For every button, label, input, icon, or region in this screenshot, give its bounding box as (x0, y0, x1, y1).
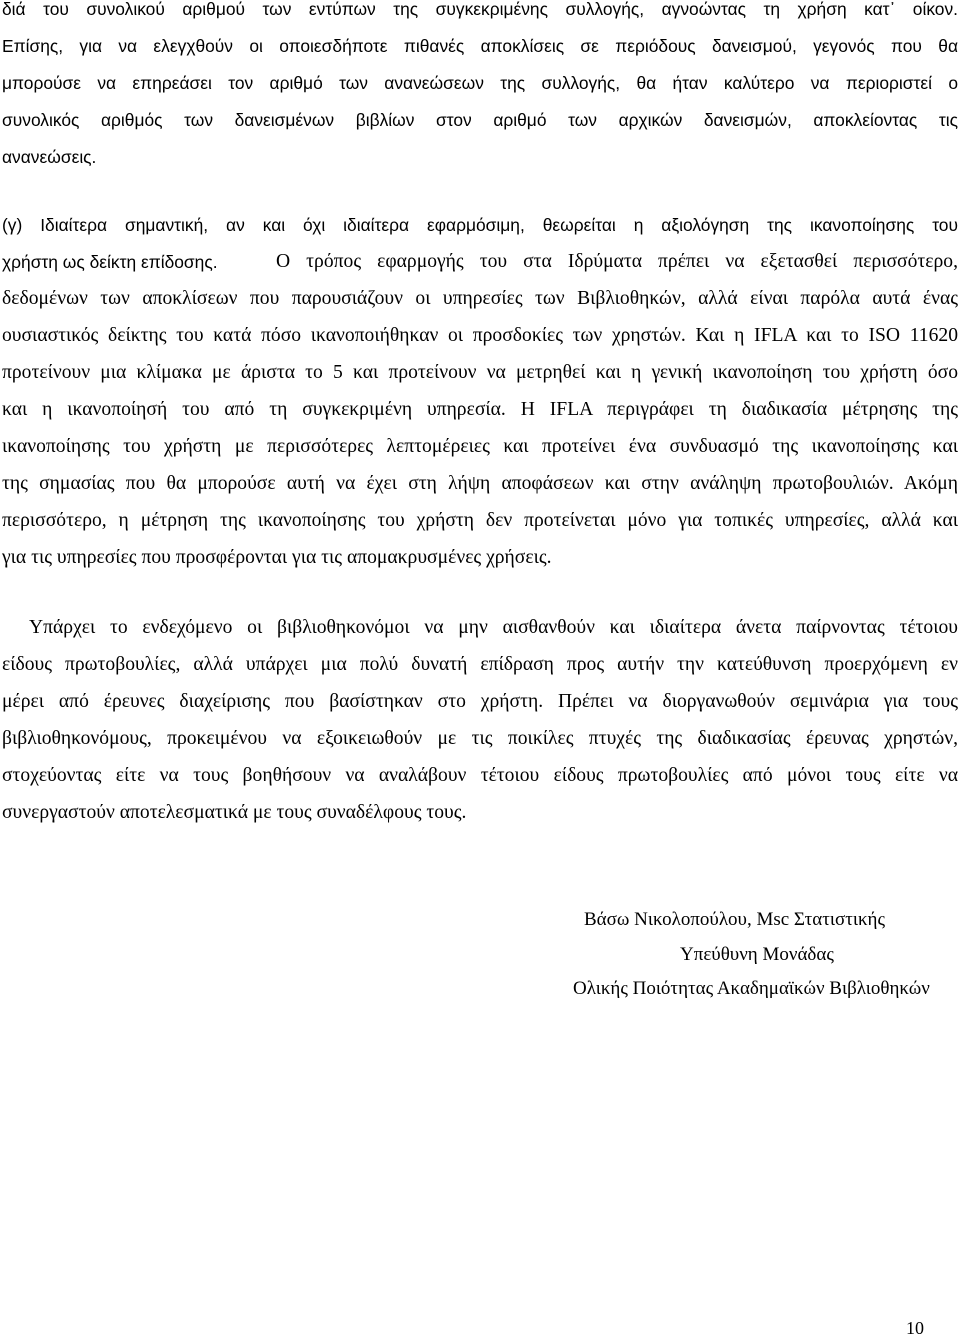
signature-unit: Ολικής Ποιότητας Ακαδημαϊκών Βιβλιοθηκών (573, 978, 930, 999)
signature-name: Βάσω Νικολοπούλου, Msc Στατιστικής (584, 909, 885, 930)
paragraph-2-line-2 (2, 250, 958, 274)
paragraph-3-line-2: είδους πρωτοβουλίες, αλλά υπάρχει μια πολύ δυνατή επίδραση προς αυτήν την κατεύθυνση προερχόμενη εν (2, 654, 958, 675)
paragraph-2-line-3: δεδομένων των αποκλίσεων που παρουσιάζουν οι υπηρεσίες των Βιβλιοθηκών, αλλά είναι παρόλα αυτά ένας (2, 288, 958, 309)
paragraph-2-line-8: της σημασίας που θα μπορούσε αυτή να έχει στη λήψη αποφάσεων και στην ανάληψη πρωτοβουλιών. Ακόμη (2, 473, 958, 494)
paragraph-2-serif-fragment: Ο τρόπος εφαρμογής του στα Ιδρύματα πρέπει να εξετασθεί περισσότερο, (276, 251, 958, 272)
paragraph-2-line-4: ουσιαστικός δείκτης του κατά πόσο ικανοποιήθηκαν οι προσδοκίες των χρηστών. Και η IFLA και το ISO 11620 (2, 325, 958, 346)
paragraph-3-line-1: Υπάρχει το ενδεχόμενο οι βιβλιοθηκονόμοι να μην αισθανθούν και ιδιαίτερα άνετα παίρνοντας τέτοιου (29, 617, 958, 638)
paragraph-1-line-5: ανανεώσεις. (2, 147, 97, 167)
paragraph-1-line-4: συνολικός αριθμός των δανεισμένων βιβλίων στον αριθμό των αρχικών δανεισμών, αποκλείοντας τις (2, 110, 958, 130)
paragraph-2-line-10: για τις υπηρεσίες που προσφέρονται για τις απομακρυσμένες χρήσεις. (2, 547, 552, 568)
signature-role: Υπεύθυνη Μονάδας (680, 944, 834, 965)
paragraph-3-line-3: μέρει από έρευνες διαχείρισης που βασίστηκαν στο χρήστη. Πρέπει να διοργανωθούν σεμινάρια για τους (2, 691, 958, 712)
paragraph-1-line-2: Επίσης, για να ελεγχθούν οι οποιεσδήποτε πιθανές αποκλίσεις σε περιόδους δανεισμού, γεγονός που θα (2, 36, 958, 56)
paragraph-2-line-1: (γ) Ιδιαίτερα σημαντική, αν και όχι ιδιαίτερα εφαρμόσιμη, θεωρείται η αξιολόγηση της ικανοποίησης του (2, 215, 958, 235)
paragraph-1-line-3: μπορούσε να επηρεάσει τον αριθμό των ανανεώσεων της συλλογής, θα ήταν καλύτερο να περιοριστεί ο (2, 73, 958, 93)
paragraph-3-line-6: συνεργαστούν αποτελεσματικά με τους συναδέλφους τους. (2, 802, 467, 823)
page-number: 10 (906, 1318, 924, 1338)
paragraph-2-line-6: και η ικανοποίησή του από τη συγκεκριμένη υπηρεσία. Η IFLA περιγράφει τη διαδικασία μέτρησης της (2, 399, 958, 420)
paragraph-1-line-1: διά του συνολικού αριθμού των εντύπων της συγκεκριμένης συλλογής, αγνοώντας τη χρήση κατ᾽ οίκον. (2, 0, 958, 19)
paragraph-2-line-5: προτείνουν μια κλίμακα με άριστα το 5 και προτείνουν να μετρηθεί και η γενική ικανοποίηση του χρήστη όσο (2, 362, 958, 383)
paragraph-2-line-9: περισσότερο, η μέτρηση της ικανοποίησης του χρήστη δεν προτείνεται μόνο για τοπικές υπηρεσίες, αλλά και (2, 510, 958, 531)
paragraph-3-line-4: βιβλιοθηκονόμους, προκειμένου να εξοικειωθούν με τις ποικίλες πτυχές της διαδικασίας έρευνας χρηστών, (2, 728, 958, 749)
paragraph-2-line-7: ικανοποίησης του χρήστη με περισσότερες λεπτομέρειες και προτείνει ένα συνδυασμό της ικανοποίησης και (2, 436, 958, 457)
paragraph-2-sans-fragment: χρήστη ως δείκτη επίδοσης. (2, 252, 218, 272)
paragraph-3-line-5: στοχεύοντας είτε να τους βοηθήσουν να αναλάβουν τέτοιου είδους πρωτοβουλίες από μόνοι τους είτε να (2, 765, 958, 786)
